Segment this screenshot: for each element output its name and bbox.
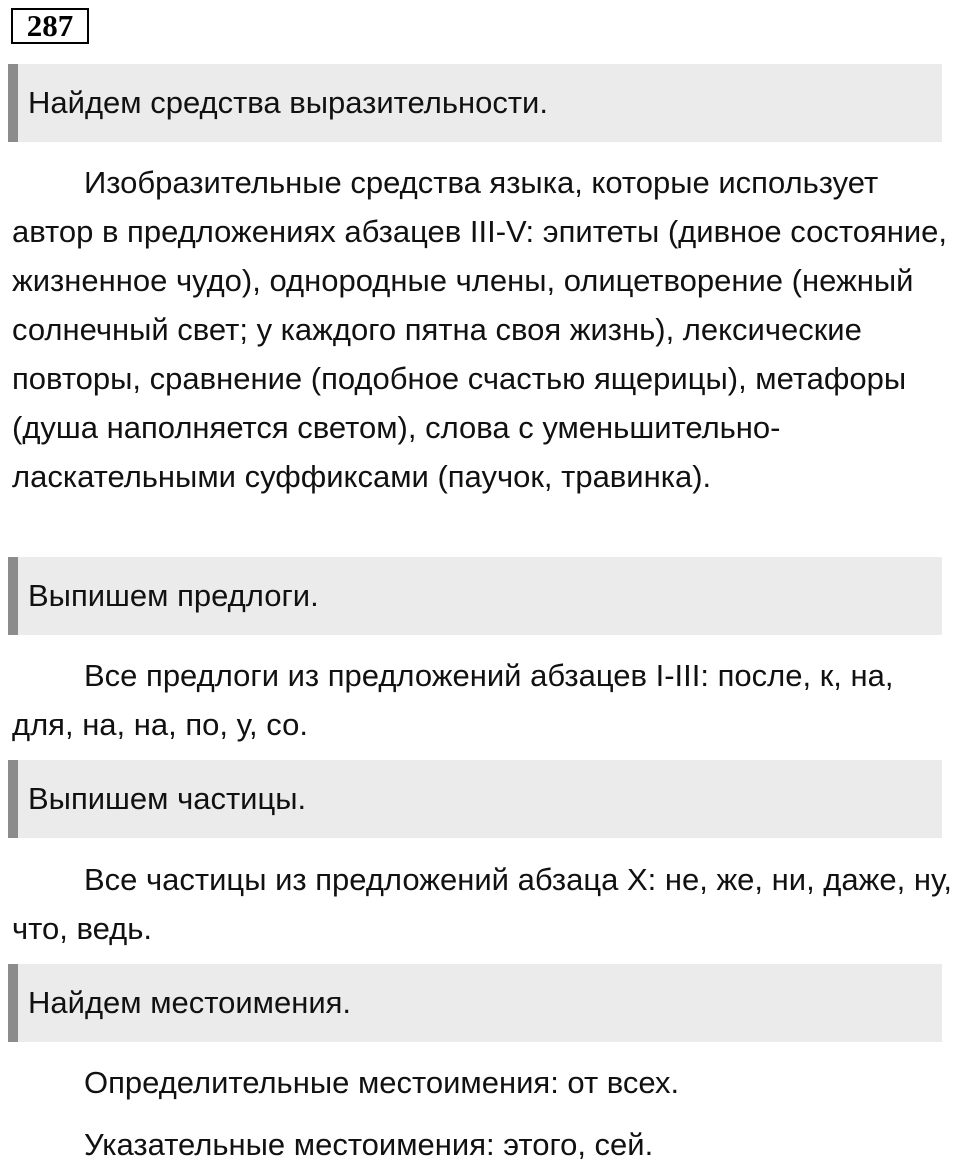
section-header-pronouns: Найдем местоимения. [8,964,942,1042]
paragraph-demonstrative-pronouns: Указательные местоимения: этого, сей. [84,1127,654,1162]
task-number-badge: 287 [11,8,89,44]
paragraph-expressive-means: Изобразительные средства языка, которые использует автор в предложениях абзацев III-V: эпитеты (дивное состояние, жизненное чудо), однородные члены, олицетворение (нежный солнечный свет; у каждого пятна своя жизнь), лексические повторы, сравнение (подобное счастью ящерицы), метафоры (душа наполняется светом), слова с уменьшительно-ласкательными суффиксами (паучок, травинка). [12,165,948,494]
section-header-expressive-means: Найдем средства выразительности. [8,64,942,142]
paragraph-particles: Все частицы из предложений абзаца X: не, же, ни, даже, ну, что, ведь. [12,862,952,946]
section-header-particles: Выпишем частицы. [8,760,942,838]
section-header-prepositions: Выпишем предлоги. [8,557,942,635]
paragraph-prepositions: Все предлоги из предложений абзацев I-III: после, к, на, для, на, на, по, у, со. [12,658,894,742]
paragraph-definitive-pronouns: Определительные местоимения: от всех. [84,1065,680,1100]
